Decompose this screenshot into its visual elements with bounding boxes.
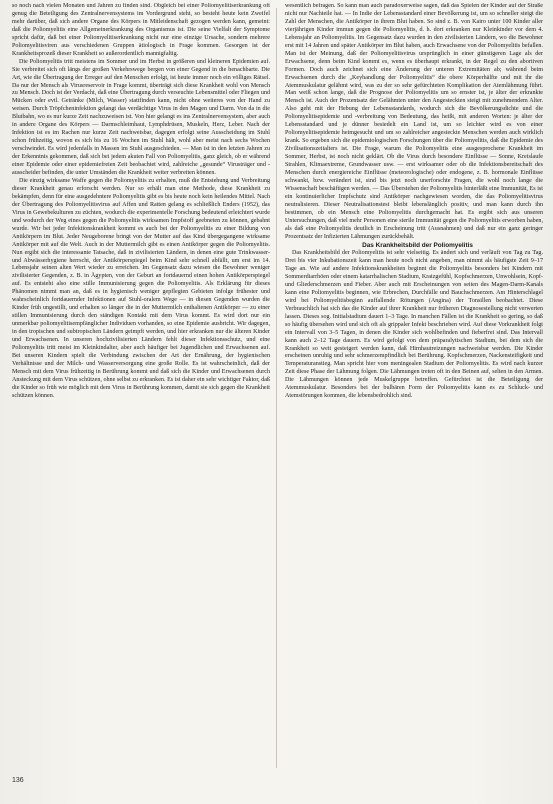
body-paragraph: wesentlich befragen. So kann man auch paradoxerweise sagen, daß das Spielen der Kinder auf der Straße nicht nur Nachteile hat. — In Indie der Lebensstandard einer Bevölkerung ist, um so schneller steigt die Zahl der Menschen, die Antikörper in ihrem Blut haben. So sind z. B. von Kairo unter 100 Kinder aller vierjährigen Kinder immun gegen die Poliomyelitis, d. h. dort erkranken nur Kleinkinder vor dem 4. Lebensjahr an Poliomyelitis. Im Gegensatz dazu wurden in den zivilisierten Ländern, wo die Bewohner erst mit 14 Jahren und später Antikörper im Blut haben, auch Erwachsene von der Poliomyelitis befallen. Man ist der Meinung, daß der Poliomyelitisvirus ursprünglich in einer günstigeren Lage als der Erwachsene, denn beim Kind kommt es, wenn es überhaupt erkrankt, in der Regel zu den abortiven Formen. Doch auch zeichnet sich eine Änderung der unteren Extremitäten ab; während beim Erwachsenen durch die „Keyhandlung der Poliomyelitis“ die obere Körperhälfte und mit ihr die Atemmuskulatur gelähmt wird, was zu der so sehr gefürchteten Komplikation der Atemlähmung führt. Man weiß schon lange, daß die Prognose der Poliomyelitis um so ernster ist, je älter der erkrankte Mensch ist. Auch der Prozentsatz der Gelähmten unter den Angesteckten steigt mit zunehmendem Alter. Also geht mit der Hebung der Lebensstandards, wodurch sich die Bevölkerungsdichte und die Poliomyelitisepidemie und -verbreitung von Bedeutung, das heißt, mit anderen Worten: je älter der Lebensstandard und je dünner besiedelt ein Land ist, um so leichter wird es von einer Poliomyelitisepidemie heimgesucht und um so zahlreicher angesteckte Menschen werden auch wirklich krank. So ergeben sich die epidemiologischen Forschungen über die Poliomyelitis, daß die Epidemie des Zivilisationszeitalters ist. Die Frage, warum die Poliomyelitis eine ausgesprochene Krankheit im Sommer, Herbst, ist noch nicht geklärt. Ob die Virus durch besondere Einflüsse — Sonne, Kreislaufe Strahlen, Klimaextreme, Grundwasser usw. — erst wirksamer oder ob die Infektionsbereitschaft des Menschen durch energiereiche Einflüsse (meteorologische) oder endogene, z. B. hormonale Einflüsse schwankt, bzw. verändert ist, sind bis jetzt noch unerforschte Fragen, die wohl noch lange die Wissenschaft beschäftigen werden. — Das Überstehen der Poliomyelitis hinterläßt eine Immunität, Es ist ein kontinuierlicher Impfschutz sind Antikörper nachgewiesen worden, die das Poliomyelitisvirus neutralisieren. Dieser Neutralisationstest bleibt lebenslänglich positiv, und man kann durch ihn bestimmen, ob ein Mensch eine Poliomyelitis durchgemacht hat. Es ergibt sich aus unseren Untersuchungen, daß viel mehr Personen eine sterile Immunität gegen die Poliomyelitis erworben haben, als daß eine Poliomyelitis deutlich in Erscheinung tritt (Ausnahmen) und daß nur ein ganz geringer Prozentsatz der Infizierten Lähmungen zurückbehält. xyxy=(285,3,543,240)
page-number: 136 xyxy=(12,777,24,784)
body-paragraph: Das Krankheitsbild der Poliomyelitis ist sehr vielseitig. Es ändert sich und verläuft von Tag zu Tag. Drei bis vier Inkubationszeit kann man heute noch nicht angeben, man nimmt als häufigste Zeit 9–17 Tage an. Wie auf andere Infektionskrankheiten beginnt die Poliomyelitis besonders bei Kindern mit Sommerdiarrhöen oder einem katarrhalischen Stadium, Kratzgefühl, Kopfschmerzen, Unwohlsein, Kopf- und Gliederschmerzen und Fieber. Aber auch mit Erscheinungen von seiten des Magen-Darm-Kanals kann eine Poliomyelitis beginnen, wie Erbrechen, Durchfälle und Bauchschmerzen. Am Hinterschlagel wird bei Poliomyelitisbeginn auffallende Rötungen (Angina) der Tonsillen beobachtet. Diese Verbrauchlich hat sich das die Kinder auf ihrer Krankheit nur früheren Diagnosestellung nicht verwerten lassen. Dieses sog. Initialstadium dauert 1–3 Tage. In manchen Fällen ist die Krankheit so gering, so daß so häufig übersehen wird und sich oft als grippaler Infekt beschrieben wird. Auf diese Vorkrankheit folgt ein Intervall von 3–5 Tagen, in denen die Kinder sich wohlbefinden und fieberfrei sind. Das Intervall kann auch 2–12 Tage dauern. Es wird gefolgt von dem präparalytischen Stadium, bei dem sich die Krankheit so weit gesteigert werden kann, daß Hirnhautreizungen nachweisbar werden. Die Kinder erscheinen unruhig und sehr schmerzempfindlich bei Berührung. Kopfschmerzen, Nackensteifigkeit und Temperaturanstieg. Man spricht hier vom meningealen Stadium der Poliomyelitis. Es wird nach kurzer Zeit diese Phase der Lähmung folgen. Die Lähmungen treten oft in den Beinen auf, selten in den Armen. Die Lähmungen können jede Muskelgruppe betreffen. Gefürchtet ist die Beteiligung der Atemmuskulatur. Besonders bei der bulbären Form der Poliomyelitis kann es zu Schluck- und Atemstörungen kommen, die lebensbedrohlich sind. xyxy=(285,250,543,400)
body-paragraph: so noch nach vielen Monaten und Jahren zu finden sind. Obgleich bei einer Poliomyelitiserkrankung oft genug die Beteiligung des Zentralnervensystems im Vordergrund steht, so besteht heute kein Zweifel mehr darüber, daß sich andere Organe des Körpers in Mitleidenschaft gezogen werden kann, gemeint: daß die Poliomyelitis eine Allgemeinerkrankung des Organismus ist. Die seine Vielfalt der Symptome spricht dafür, daß bei einer Poliomyelitiserkrankung nicht nur eine einzige Ursache, sondern mehrere Poliomyelitisviren aus verschiedenen Gruppen ätiologisch in Frage kommen. Gesorgen ist der Krankheitsprozeß dieser Krankheit so außerordentlich mannigfaltig. xyxy=(12,3,270,57)
body-paragraph: Die Poliomyelitis tritt meistens im Sommer und im Herbst in größeren und kleineren Epidemien auf. Sie verbreitet sich oft längs der großen Verkehrswege bergen von einer Gegend in die benachbarte. Die Art, wie die Übertragung der Erreger auf den Menschen erfolgt, ist heute immer noch ein völliges Rätsel. Da nur der Mensch als Virusreservoir in Frage kommt, überträgt sich diese Krankheit wohl von Mensch zu Mensch. Doch ist der Verdacht, daß eine Übertragung durch verseuchte Lebensmittel oder Fliegen und Mücken oder evtl. Getränke (Milch, Wasser) stattfinden kann, nicht ohne weiteres von der Hand zu weisen. Durch Tröpfcheninfektion gelangt das verdächtige Virus in den Magen und Darm. Von da in die Blutbahn, wo es nur kurze Zeit nachzuweisen ist. Von hier gelangt es ins Zentralnervensystem, aber auch in andere Organe des Körpers — Darmschleimhaut, Lymphdrüsen, Muskeln, Herz, Leber. Nach der Infektion ist es im Rachen nur kurze Zeit nachweisbar, dagegen erfolgt seine Ausscheidung im Stuhl schon frühzeitig, wovon es sich bis zu 16 Wochen im Stuhl hält, wohl aber meist nach sechs Wochen verschwindet. Es wird jedenfalls in Massen im Stuhl ausgeschieden. — Man ist in den letzten Jahren zu der Erkenntnis gekommen, daß sich bei jedem akuten Fall von Poliomyelitis, ganz gleich, ob er während einer Epidemie oder einer epidemiefreien Zeit beobachtet wird, zahlreiche „gesunde“ Virusträger und -ausscheider befinden, die unter Umständen die Krankheit weiter verbreiten können. xyxy=(12,58,270,177)
text-column-right xyxy=(285,3,543,773)
section-heading: Das Krankheitsbild der Poliomyelitis xyxy=(362,241,473,249)
body-paragraph: Die einzig wirksame Waffe gegen die Poliomyelitis zu erhalten, muß die Entstehung und Verbreitung dieser Krankheit genau erforscht werden. Nur so erhält man eine Methode, diese Krankheit zu bekämpfen, denn für eine ausgedehntere Poliomyelitis gibt es bis heute noch kein heilendes Mittel. Nach der Übertragung des Poliomyelitisvirus auf Affen und Ratten gelang es schließlich Enders (1952), das Virus in Gewebekulturen zu züchten, wodurch die experimentelle Forschung bedeutend erleichtert wurde und wodurch der Weg eines gegen die Poliomyelitis wirksamen Impfstoff geebneten zu können, gebahnt wurde. Wir bei jeder Infektionskrankheit kommt es auch bei der Poliomyelitis zu einer Bildung von Antikörpern im Blut. Jeder Neugeborene bringt von der Mutter auf das Kind übergegangene wirksame Antikörper mit auf die Welt. Auch in der Muttermilch gibt es einen Antikörper gegen die Poliomyelitis. Nun ergibt sich die interessante Tatsache, daß in zivilisierten Ländern, in denen eine gute Trinkwasser- und Abwässerhygiene herrscht, der Antikörperspiegel beim Kind sehr schnell abfällt, um erst im 14. Lebensjahr seinen alten Wert wieder zu erreichen. Im Gegensatz dazu wiesen die Bewohner weniger zivilisierter Gegenden, z. B. in Ägypten, von der Geburt an fortdauernd einen hohen Antikörperspiegel auf. Es entsteht also eine stille Immunisierung gegen die Poliomyelitis. Als Erklärung für dieses Phänomen nimmt man an, daß es in hygienisch weniger gepflegten Gebieten infolge frühester und wahrscheinlich fortdauernder Infektionen auf Stuhl-oralem Wege — in diesen Gegenden wurden die Kinder früh ungestillt, und erhalten so länger die in der Muttermilch enthaltenen Antikörper — zu einer stillen Immunisierung durch den ständigen Kontakt mit dem Virus kommt. Es wird dort nur ein unmerkbar poliomyelitisempfänglicher Individuen vorhanden, so eine Epidemie ausbricht. Wir dagegen, in den tropischen und subtropischen Ländern geimpft werden, und hier erkranken nur die älteren Kinder und Erwachsenen. In unseren hochzivilisierten Ländern fehlt dieser Infektionsschutz, und eine Poliomyelitis tritt meist im Kleinkindalter, aber auch häufiger bei Jugendlichen und Erwachsenen auf. Bei unseren Kindern spielt die Verbindung zwischen der Art der Ernährung, der hygienischen Verhältnisse und der Milch- und Wasserversorgung eine große Rolle. Es ist wahrscheinlich, daß der Mensch mit dem Virus frühzeitig in Berührung kommt und daß sich die Kinder und Erwachsenen durch Ansteckung mit dem Virus schützen, ohne selbst zu erkranken. Es ist daher ein sehr wichtiger Faktor, daß die Kinder so früh wie möglich mit dem Virus in Berührung kommen, damit sie sich gegen die Krankheit schützen können. xyxy=(12,177,270,399)
text-column-left xyxy=(12,3,270,773)
column-divider xyxy=(276,8,277,768)
